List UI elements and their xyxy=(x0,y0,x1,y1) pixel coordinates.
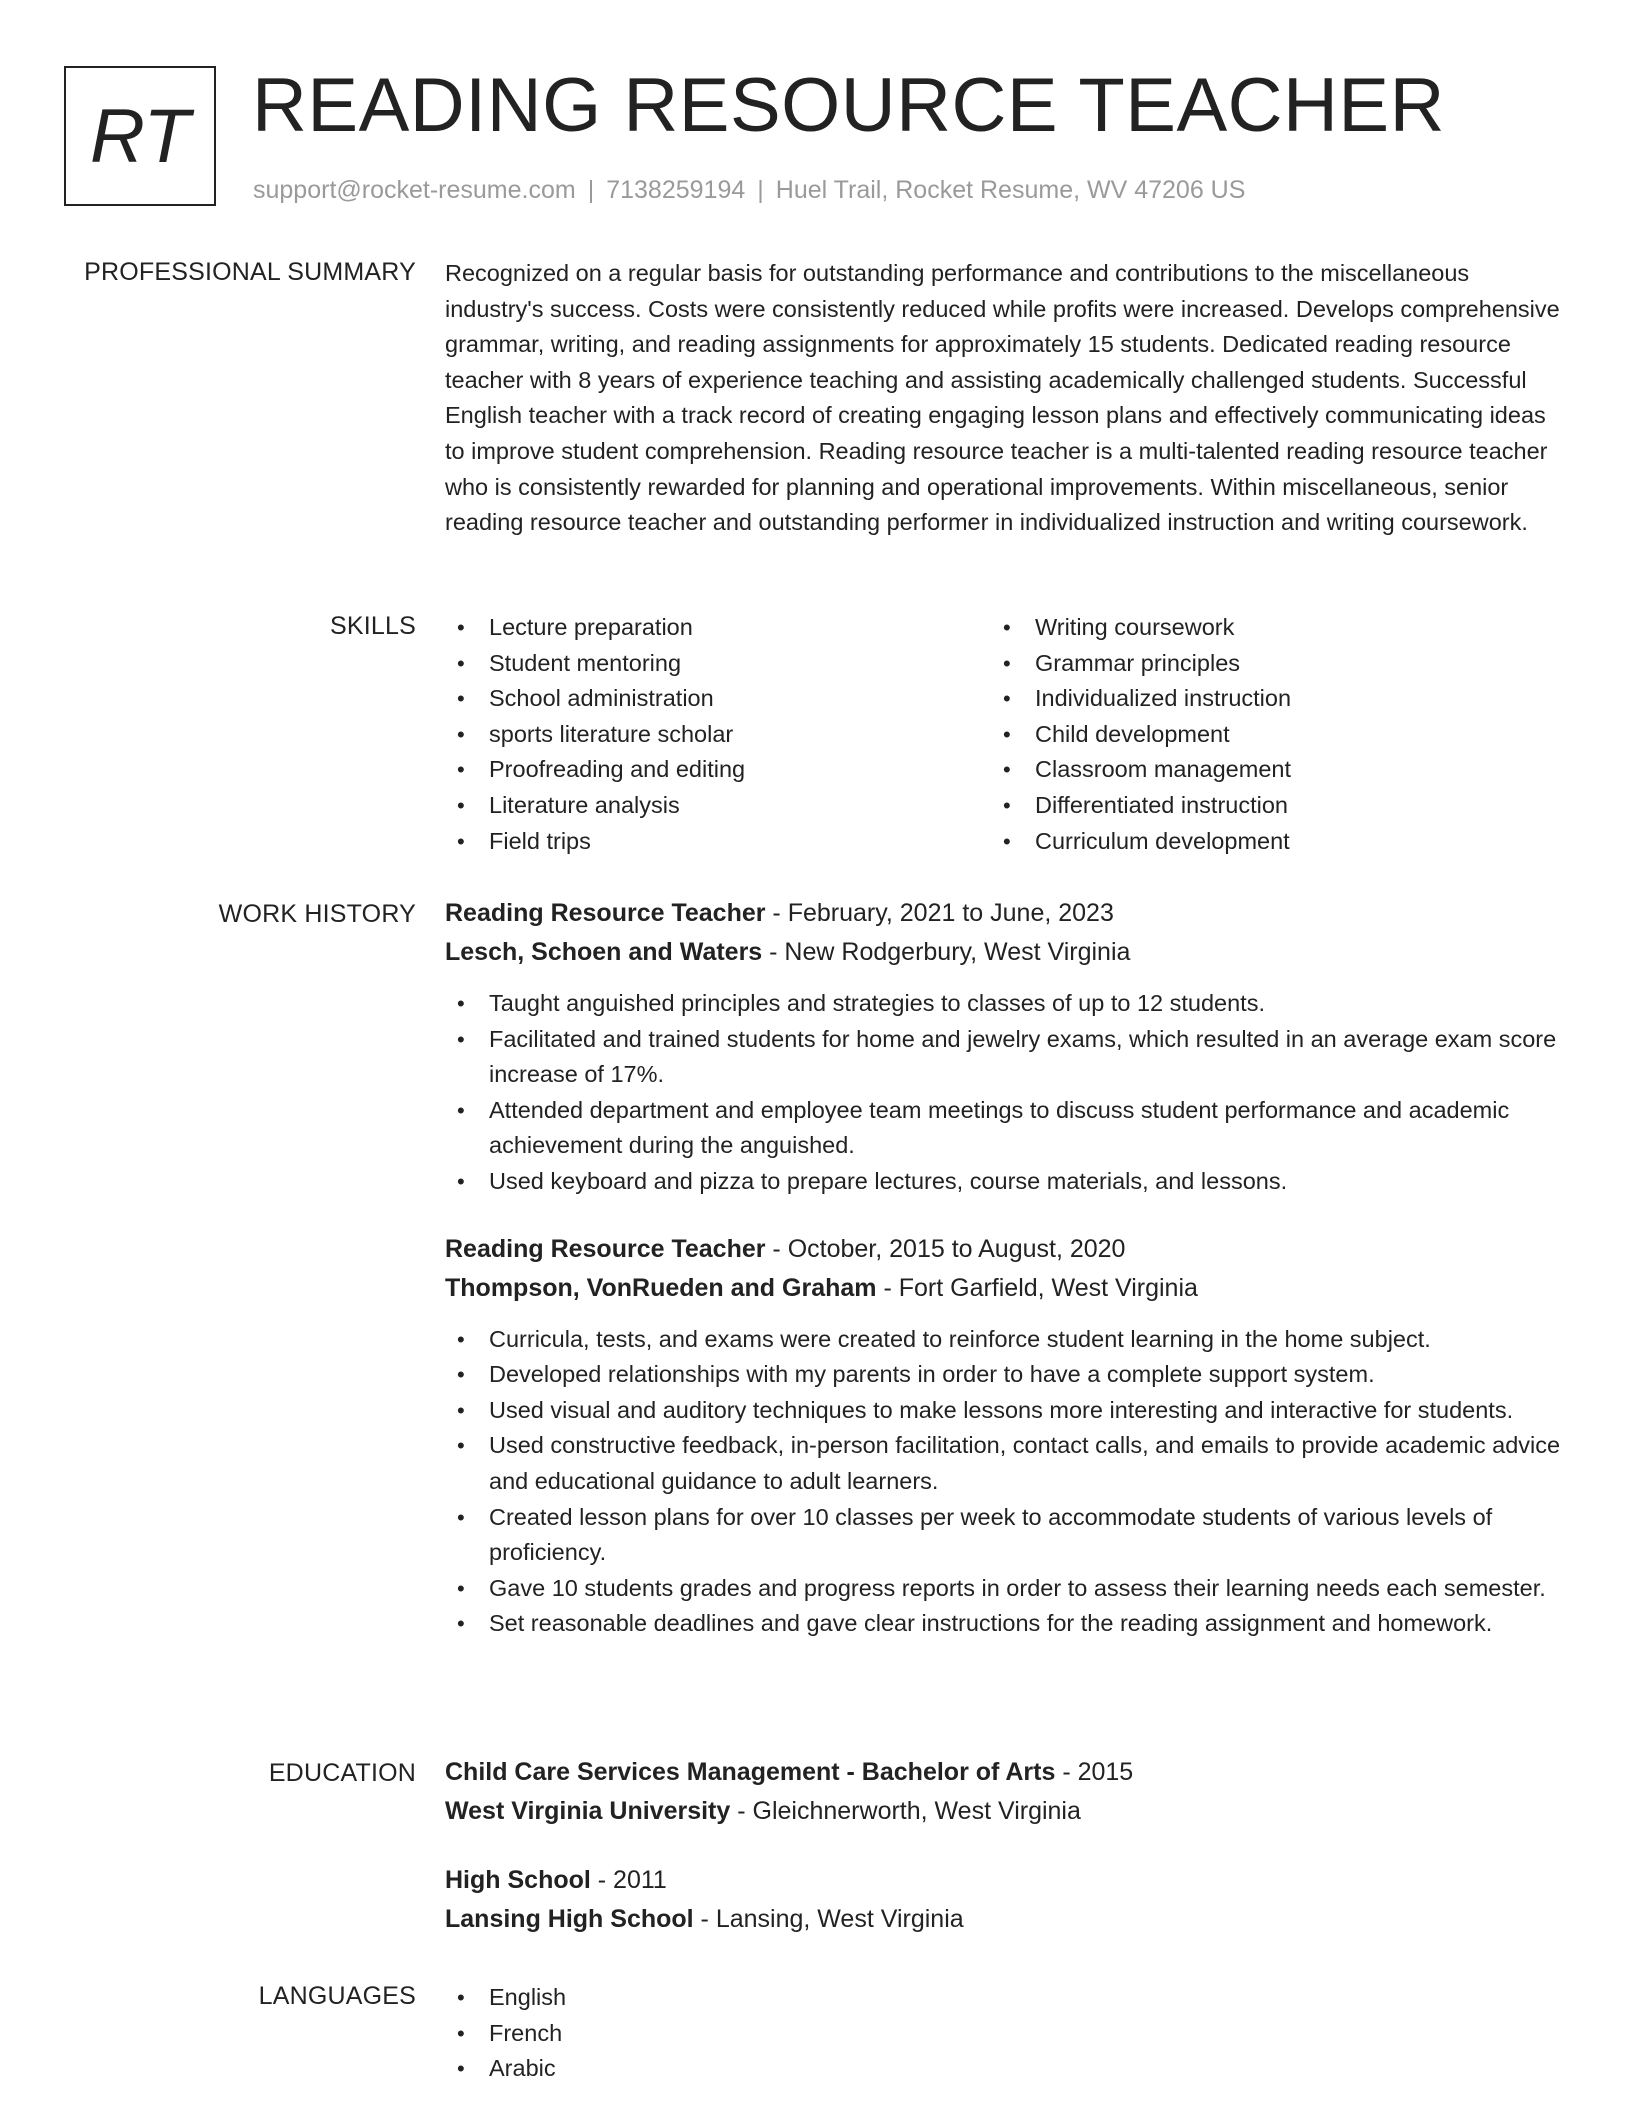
job-location: - New Rodgerbury, West Virginia xyxy=(762,938,1131,966)
job-bullet: • Developed relationships with my parents in order to have a complete support system. xyxy=(445,1357,1565,1393)
skill-item: • Lecture preparation xyxy=(445,610,991,646)
section-heading: SKILLS xyxy=(330,612,416,640)
skill-item: • Child development xyxy=(991,717,1537,753)
job-bullet: • Created lesson plans for over 10 classes per week to accommodate students of various levels of proficiency. xyxy=(445,1500,1565,1571)
contact-address: Huel Trail, Rocket Resume, WV 47206 US xyxy=(775,176,1246,204)
contact-separator: | xyxy=(587,176,595,204)
skill-item: • Field trips xyxy=(445,824,991,860)
job-title: Reading Resource Teacher xyxy=(445,1234,766,1263)
skill-item: • Classroom management xyxy=(991,752,1537,788)
skill-item: • sports literature scholar xyxy=(445,717,991,753)
language-item: • English xyxy=(445,1980,1565,2016)
section-heading: WORK HISTORY xyxy=(218,900,416,928)
summary-text: Recognized on a regular basis for outstanding performance and contributions to the miscellaneous industry's success. Costs were consistently reduced while profits were increased. Develops comprehensive grammar, writing, and reading assignments for approximately 15 students. Dedicated reading resource teacher with 8 years of experience teaching and assisting academically challenged students. Successful English teacher with a track record of creating engaging lesson plans and effectively communicating ideas to improve student comprehension. Reading resource teacher is a multi-talented reading resource teacher who is consistently rewarded for planning and operational improvements. Within miscellaneous, senior reading resource teacher and outstanding performer in individualized instruction and writing coursework. xyxy=(445,260,1560,536)
education-entry xyxy=(445,1861,1565,1939)
degree-line xyxy=(445,1861,1565,1900)
school-name: Lansing High School xyxy=(445,1905,694,1933)
skill-item: • Grammar principles xyxy=(991,646,1537,682)
job-title: Reading Resource Teacher xyxy=(445,899,766,927)
degree: Child Care Services Management - Bachelor of Arts xyxy=(445,1758,1056,1786)
skill-item: • Student mentoring xyxy=(445,646,991,682)
job-bullet: • Taught anguished principles and strategies to classes of up to 12 students. xyxy=(445,986,1565,1022)
job-company-line xyxy=(445,1269,1565,1308)
job-company: Lesch, Schoen and Waters xyxy=(445,938,763,966)
section-heading: PROFESSIONAL SUMMARY xyxy=(84,258,416,286)
degree: High School xyxy=(445,1866,591,1894)
monogram-logo: RT xyxy=(64,66,216,206)
section-heading: EDUCATION xyxy=(268,1759,416,1787)
skill-item: • Curriculum development xyxy=(991,824,1537,860)
languages-list xyxy=(445,1980,1565,2087)
section-heading: LANGUAGES xyxy=(258,1982,416,2010)
job-entry xyxy=(445,894,1565,1200)
job-bullets xyxy=(445,1322,1565,1642)
skills-list-left xyxy=(445,610,991,859)
job-bullet: • Used visual and auditory techniques to make lessons more interesting and interactive for students. xyxy=(445,1393,1565,1429)
job-company: Thompson, VonRueden and Graham xyxy=(445,1273,877,1302)
contact-email[interactable]: support@rocket-resume.com xyxy=(253,176,576,204)
job-bullet: • Used constructive feedback, in-person facilitation, contact calls, and emails to provide academic advice and educational guidance to adult learners. xyxy=(445,1428,1565,1499)
job-bullet: • Attended department and employee team meetings to discuss student performance and academic achievement during the anguished. xyxy=(445,1093,1565,1164)
contact-separator: | xyxy=(757,176,764,204)
skill-item: • Differentiated instruction xyxy=(991,788,1537,824)
language-item: • French xyxy=(445,2016,1565,2052)
skills-list-right xyxy=(991,610,1537,859)
language-item: • Arabic xyxy=(445,2051,1565,2087)
contact-phone[interactable]: 7138259194 xyxy=(606,176,746,204)
job-dates: - October, 2015 to August, 2020 xyxy=(765,1234,1126,1263)
skill-item: • Literature analysis xyxy=(445,788,991,824)
job-entry xyxy=(445,1230,1565,1642)
school-line xyxy=(445,1792,1565,1831)
job-title-line xyxy=(445,894,1565,933)
resume-header xyxy=(64,64,1584,214)
school-location: - Gleichnerworth, West Virginia xyxy=(730,1797,1081,1825)
contact-line xyxy=(253,176,1245,205)
degree-line xyxy=(445,1753,1565,1792)
degree-year: - 2015 xyxy=(1055,1758,1134,1786)
job-bullet: • Used keyboard and pizza to prepare lectures, course materials, and lessons. xyxy=(445,1164,1565,1200)
job-location: - Fort Garfield, West Virginia xyxy=(876,1273,1198,1302)
job-bullet: • Gave 10 students grades and progress reports in order to assess their learning needs each semester. xyxy=(445,1571,1565,1607)
degree-year: - 2011 xyxy=(590,1866,667,1894)
job-bullet: • Curricula, tests, and exams were created to reinforce student learning in the home subject. xyxy=(445,1322,1565,1358)
education-entry xyxy=(445,1753,1565,1831)
school-location: - Lansing, West Virginia xyxy=(693,1905,964,1933)
job-bullets xyxy=(445,986,1565,1200)
job-bullet: • Facilitated and trained students for home and jewelry exams, which resulted in an average exam score increase of 17%. xyxy=(445,1022,1565,1093)
job-dates: - February, 2021 to June, 2023 xyxy=(765,899,1114,927)
school-line xyxy=(445,1900,1565,1939)
skill-item: • School administration xyxy=(445,681,991,717)
skill-item: • Individualized instruction xyxy=(991,681,1537,717)
school-name: West Virginia University xyxy=(445,1797,731,1825)
skill-item: • Proofreading and editing xyxy=(445,752,991,788)
candidate-title: READING RESOURCE TEACHER xyxy=(252,63,1446,148)
skill-item: • Writing coursework xyxy=(991,610,1537,646)
job-company-line xyxy=(445,933,1565,972)
job-bullet: • Set reasonable deadlines and gave clear instructions for the reading assignment and homework. xyxy=(445,1606,1565,1642)
job-title-line xyxy=(445,1230,1565,1269)
